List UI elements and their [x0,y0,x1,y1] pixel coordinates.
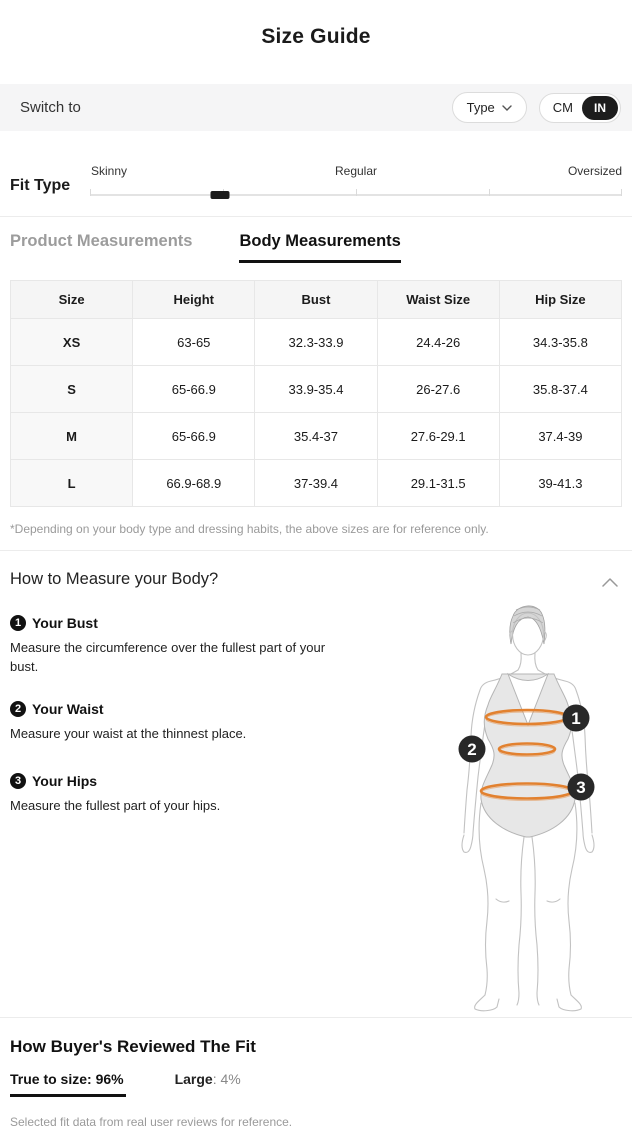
fit-option-oversized: Oversized [567,164,622,178]
fit-type-label: Fit Type [10,177,71,194]
track-tick [90,189,91,196]
measure-item-desc: Measure the circumference over the fullest part of your bust. [10,640,326,674]
track-tick [621,189,622,196]
svg-text:3: 3 [576,778,586,797]
type-dropdown-label: Type [466,100,495,115]
cell-height: 63-65 [133,319,255,366]
cell-hip: 35.8-37.4 [499,366,621,413]
cell-size: L [11,460,133,507]
svg-text:2: 2 [467,740,477,759]
true-to-size-stat: True to size: 96% [10,1071,126,1097]
cell-waist: 27.6-29.1 [377,413,499,460]
review-note: Selected fit data from real user reviews for reference. [10,1115,293,1129]
number-badge-3: 3 [10,773,26,789]
cell-waist: 26-27.6 [377,366,499,413]
measurement-tabs [0,217,632,263]
cell-bust: 32.3-33.9 [255,319,377,366]
buyer-review-title: How Buyer's Reviewed The Fit [10,1037,256,1056]
unit-toggle[interactable] [539,93,621,123]
switch-controls [452,92,621,123]
measure-item-title: Your Hips [32,773,98,789]
figure-badge-2 [459,736,486,763]
page-title: Size Guide [261,25,371,48]
switch-bar [0,84,632,131]
table-row [11,460,622,507]
fit-option-regular: Regular [334,164,378,178]
track-tick [489,189,490,196]
cell-hip: 37.4-39 [499,413,621,460]
unit-option-cm[interactable]: CM [552,100,573,115]
col-header-bust: Bust [255,281,377,319]
cell-bust: 35.4-37 [255,413,377,460]
switch-to-label: Switch to [20,99,81,116]
body-figure-illustration [428,597,628,1015]
table-row [11,413,622,460]
figure-badge-1 [563,705,590,732]
fit-stats [10,1071,622,1097]
cell-waist: 29.1-31.5 [377,460,499,507]
size-table-footnote: *Depending on your body type and dressing habits, the above sizes are for reference only. [10,522,489,536]
fit-option-skinny: Skinny [91,164,128,178]
track-tick [356,189,357,196]
tab-body-measurements[interactable]: Body Measurements [239,232,400,263]
fit-type-slider[interactable] [90,164,622,199]
table-row [11,319,622,366]
measure-item-hips [10,773,340,816]
fit-type-track [90,187,622,199]
cell-hip: 34.3-35.8 [499,319,621,366]
tab-product-measurements[interactable]: Product Measurements [10,232,193,250]
col-header-waist: Waist Size [377,281,499,319]
fit-type-row [0,131,632,199]
cell-size: XS [11,319,133,366]
measure-item-title: Your Bust [32,615,98,631]
number-badge-1: 1 [10,615,26,631]
type-dropdown[interactable] [452,92,527,123]
collapse-section-button[interactable] [600,573,620,592]
size-table-header-row [11,281,622,319]
figure-badge-3 [568,774,595,801]
measure-item-title: Your Waist [32,701,104,717]
fit-type-options [90,164,622,182]
table-row [11,366,622,413]
cell-height: 65-66.9 [133,366,255,413]
how-to-measure-section [0,551,632,1017]
unit-option-in[interactable]: IN [582,96,618,120]
cell-bust: 33.9-35.4 [255,366,377,413]
cell-hip: 39-41.3 [499,460,621,507]
cell-waist: 24.4-26 [377,319,499,366]
how-to-measure-title: How to Measure your Body? [10,570,219,588]
large-stat-value: : 4% [212,1071,241,1087]
number-badge-2: 2 [10,701,26,717]
buyer-review-section [0,1018,632,1129]
large-stat [175,1071,241,1087]
measure-item-bust [10,615,340,677]
col-header-height: Height [133,281,255,319]
large-stat-label: Large [174,1071,213,1087]
chevron-up-icon [602,578,618,587]
cell-size: S [11,366,133,413]
cell-size: M [11,413,133,460]
measure-item-desc: Measure the fullest part of your hips. [10,798,221,813]
measure-item-desc: Measure your waist at the thinnest place. [10,726,247,741]
col-header-size: Size [11,281,133,319]
col-header-hip: Hip Size [499,281,621,319]
cell-height: 66.9-68.9 [133,460,255,507]
fit-type-marker[interactable] [211,191,230,199]
measure-item-waist [10,701,340,744]
cell-bust: 37-39.4 [255,460,377,507]
chevron-down-icon [502,105,512,111]
cell-height: 65-66.9 [133,413,255,460]
svg-text:1: 1 [571,709,581,728]
size-table [10,280,622,507]
